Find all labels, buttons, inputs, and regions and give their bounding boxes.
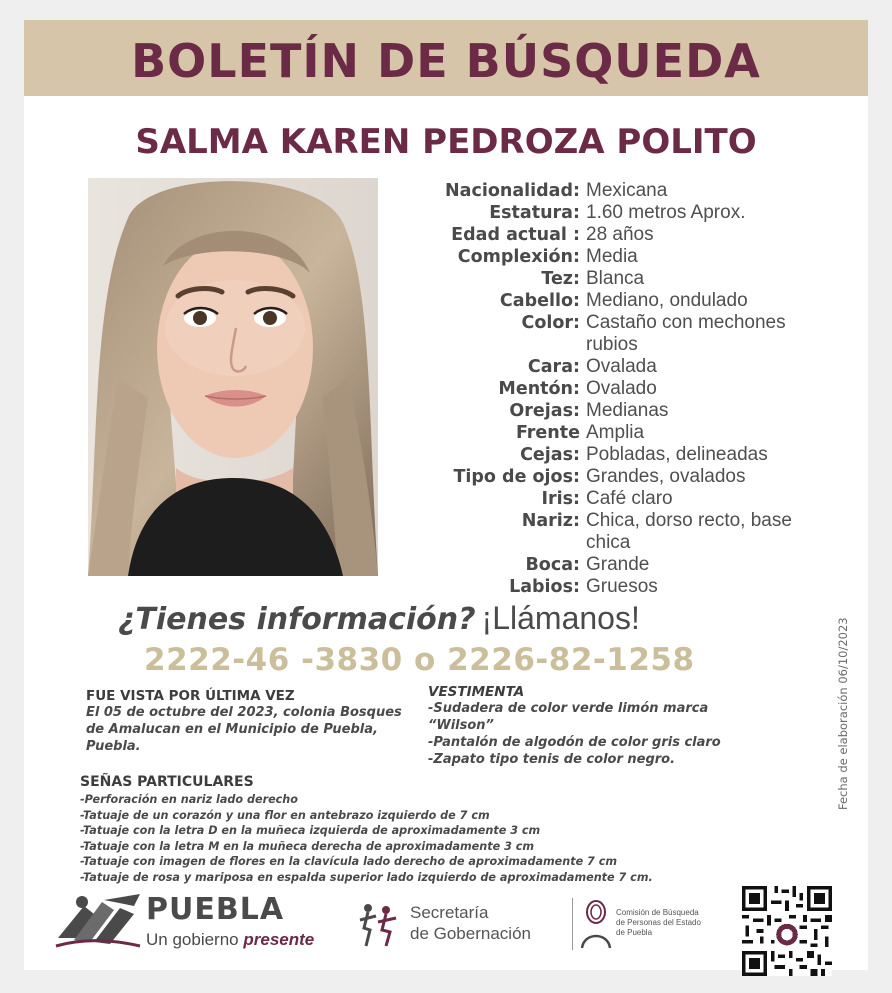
attr-value: Medianas bbox=[586, 400, 669, 421]
attr-row-iris bbox=[394, 488, 834, 510]
secretaria-gobernacion-logo bbox=[356, 896, 556, 956]
list-item: -Perforación en nariz lado derecho bbox=[80, 793, 298, 806]
footer-logos bbox=[24, 886, 868, 966]
cta-call: ¡Llámanos! bbox=[481, 600, 640, 636]
puebla-government-logo bbox=[54, 886, 314, 956]
fingerprint-person-icon bbox=[578, 898, 614, 950]
contact-phones[interactable]: 2222-46 -3830 o 2226-82-1258 bbox=[144, 642, 695, 678]
clothing-heading: VESTIMENTA bbox=[428, 684, 525, 700]
attr-value: Mediano, ondulado bbox=[586, 290, 748, 311]
attr-label: Mentón: bbox=[498, 379, 580, 399]
comision-line: Comisión de Búsqueda bbox=[616, 908, 699, 917]
cta-question: ¿Tienes información? bbox=[118, 602, 476, 637]
attr-value: Gruesos bbox=[586, 576, 658, 597]
attr-row-ears bbox=[394, 400, 834, 422]
marks-list bbox=[80, 792, 800, 885]
attr-label: Color: bbox=[521, 313, 580, 333]
attr-value: 28 años bbox=[586, 224, 654, 245]
attr-row-chin bbox=[394, 378, 834, 400]
segob-text bbox=[410, 902, 531, 944]
physical-description-list bbox=[394, 180, 834, 598]
slogan-emphasis: presente bbox=[243, 930, 315, 949]
attr-label: Cabello: bbox=[499, 291, 580, 311]
attr-row-hair-color bbox=[394, 312, 834, 356]
segob-figures-icon bbox=[356, 900, 402, 950]
attr-label: Tez: bbox=[541, 269, 580, 289]
list-item: -Tatuaje de rosa y mariposa en espalda superior lado izquierdo de aproximadamente 7 cm. bbox=[80, 870, 653, 884]
attr-row-lips bbox=[394, 576, 834, 598]
attr-row-eyebrows bbox=[394, 444, 834, 466]
list-item: -Tatuaje de un corazón y una flor en antebrazo izquierdo de 7 cm bbox=[80, 808, 490, 822]
attr-value: Grandes, ovalados bbox=[586, 466, 746, 487]
person-name: SALMA KAREN PEDROZA POLITO bbox=[135, 122, 757, 162]
puebla-emblem-icon bbox=[54, 888, 142, 950]
call-to-action bbox=[118, 600, 818, 644]
attr-row-nose bbox=[394, 510, 834, 554]
qr-code[interactable] bbox=[742, 886, 832, 976]
attr-label: Complexión: bbox=[457, 247, 580, 267]
attr-label: Nacionalidad: bbox=[445, 181, 580, 201]
attr-label: Tipo de ojos: bbox=[453, 467, 580, 487]
attr-value: Ovalada bbox=[586, 356, 657, 377]
attr-row-build bbox=[394, 246, 834, 268]
attr-row-eye-type bbox=[394, 466, 834, 488]
attr-row-mouth bbox=[394, 554, 834, 576]
issue-date: Fecha de elaboración 06/10/2023 bbox=[836, 617, 850, 810]
attr-value: Café claro bbox=[586, 488, 673, 509]
attr-label: Nariz: bbox=[521, 511, 580, 531]
attr-value: 1.60 metros Aprox. bbox=[586, 202, 746, 223]
clothing-section bbox=[428, 684, 768, 768]
attr-value: Blanca bbox=[586, 268, 645, 289]
clothing-item: -Pantalón de algodón de color gris claro bbox=[428, 735, 721, 750]
last-seen-heading: FUE VISTA POR ÚLTIMA VEZ bbox=[86, 688, 295, 704]
attr-label: Boca: bbox=[525, 555, 580, 575]
attr-value: Media bbox=[586, 246, 638, 267]
list-item: -Tatuaje con la letra D en la muñeca izquierda de aproximadamente 3 cm bbox=[80, 824, 541, 837]
attr-label: Edad actual : bbox=[451, 225, 580, 245]
comision-text bbox=[616, 908, 701, 938]
bulletin-card bbox=[24, 20, 868, 970]
attr-row-nationality bbox=[394, 180, 834, 202]
attr-label: Estatura: bbox=[489, 203, 580, 223]
attr-row-forehead bbox=[394, 422, 834, 444]
qr-code-icon bbox=[742, 886, 832, 976]
attr-row-height bbox=[394, 202, 834, 224]
distinguishing-marks-section bbox=[80, 774, 800, 885]
portrait-illustration bbox=[88, 178, 378, 576]
header-banner bbox=[24, 20, 868, 96]
clothing-item: -Zapato tipo tenis de color negro. bbox=[428, 752, 676, 767]
attr-label: Frente bbox=[515, 423, 580, 443]
attr-row-age bbox=[394, 224, 834, 246]
attr-value: Chica, dorso recto, base chica bbox=[586, 510, 792, 553]
divider bbox=[572, 898, 573, 950]
comision-line: de Puebla bbox=[616, 928, 653, 937]
attr-label: Iris: bbox=[541, 489, 580, 509]
attr-row-skin bbox=[394, 268, 834, 290]
attr-value: Amplia bbox=[586, 422, 645, 443]
puebla-wordmark: PUEBLA bbox=[146, 892, 285, 927]
marks-heading: SEÑAS PARTICULARES bbox=[80, 774, 254, 790]
last-seen-text: El 05 de octubre del 2023, colonia Bosques de Amalucan en el Municipio de Puebla, Puebla. bbox=[86, 705, 402, 754]
attr-row-hair bbox=[394, 290, 834, 312]
comision-line: de Personas del Estado bbox=[616, 918, 701, 927]
attr-label: Cara: bbox=[527, 357, 580, 377]
person-photo bbox=[88, 178, 378, 576]
list-item: -Tatuaje con la letra M en la muñeca derecha de aproximadamente 3 cm bbox=[80, 839, 535, 853]
segob-line: de Gobernación bbox=[410, 924, 531, 943]
attr-row-face bbox=[394, 356, 834, 378]
attr-label: Cejas: bbox=[520, 445, 580, 465]
comision-busqueda-logo bbox=[572, 896, 742, 956]
segob-line: Secretaría bbox=[410, 903, 489, 922]
list-item: -Tatuaje con imagen de flores en la clavícula lado derecho de aproximadamente 7 cm bbox=[80, 855, 618, 868]
bulletin-title: BOLETÍN DE BÚSQUEDA bbox=[131, 34, 761, 88]
attr-value: Pobladas, delineadas bbox=[586, 444, 768, 465]
last-seen-section bbox=[86, 688, 416, 755]
puebla-slogan bbox=[146, 930, 314, 950]
attr-value: Mexicana bbox=[586, 180, 668, 201]
clothing-item: -Sudadera de color verde limón marca “Wilson” bbox=[428, 701, 709, 733]
attr-label: Orejas: bbox=[509, 401, 580, 421]
slogan-part: Un gobierno bbox=[146, 930, 239, 949]
attr-value: Grande bbox=[586, 554, 650, 575]
attr-value: Ovalado bbox=[586, 378, 657, 399]
attr-value: Castaño con mechones rubios bbox=[586, 312, 786, 355]
attr-label: Labios: bbox=[509, 577, 580, 597]
